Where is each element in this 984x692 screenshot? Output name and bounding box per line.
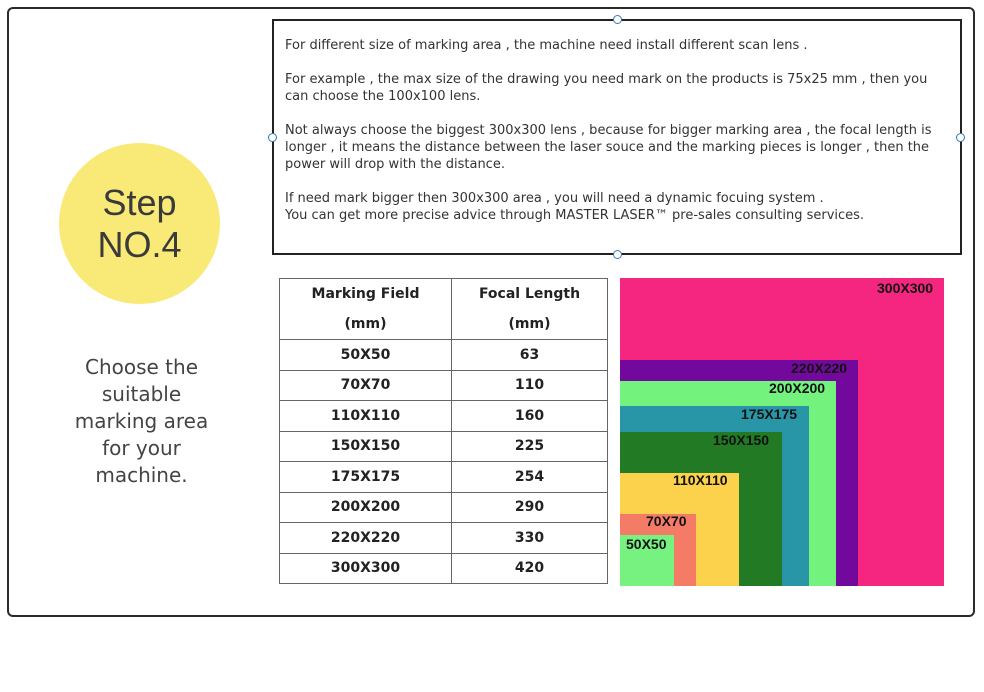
lens-area-label: 175X175 [741, 406, 798, 422]
marking-field-cell: 70X70 [280, 370, 452, 401]
lens-area-label: 300X300 [877, 280, 934, 296]
marking-field-cell: 175X175 [280, 462, 452, 493]
table-header-row [280, 279, 608, 340]
resize-handle-bottom[interactable] [613, 250, 622, 259]
marking-field-cell: 50X50 [280, 340, 452, 371]
table-row [280, 401, 608, 432]
header-focal-length: Focal Length (mm) [452, 279, 608, 340]
marking-field-cell: 110X110 [280, 401, 452, 432]
lens-size-diagram [620, 278, 944, 586]
lens-area-label: 200X200 [769, 380, 826, 396]
focal-length-cell: 63 [452, 340, 608, 371]
lens-area-label: 50X50 [626, 536, 667, 552]
table-row [280, 553, 608, 584]
info-paragraph: For different size of marking area , the machine need install different scan lens . [285, 38, 808, 53]
step-number: NO.4 [97, 223, 182, 265]
focal-length-cell: 254 [452, 462, 608, 493]
info-line: You can get more precise advice through MASTER LASER™ pre-sales consulting services. [285, 208, 865, 223]
header-marking-field: Marking Field (mm) [280, 279, 452, 340]
focal-length-cell: 290 [452, 492, 608, 523]
marking-field-cell: 300X300 [280, 553, 452, 584]
step-label: Step [102, 181, 177, 223]
focal-length-cell: 225 [452, 431, 608, 462]
lens-area-label: 70X70 [646, 513, 687, 529]
resize-handle-right[interactable] [956, 133, 965, 142]
lens-area-label: 110X110 [673, 472, 728, 488]
marking-field-cell: 200X200 [280, 492, 452, 523]
info-paragraph: For example , the max size of the drawing you need mark on the products is 75x25 mm , then you can choose the 100x100 lens. [285, 72, 928, 104]
table-row [280, 370, 608, 401]
step-badge [59, 143, 220, 304]
info-line: If need mark bigger then 300x300 area , you will need a dynamic focuing system . [285, 191, 824, 206]
table-row [280, 431, 608, 462]
lens-area-label: 220X220 [791, 360, 848, 376]
focal-length-cell: 160 [452, 401, 608, 432]
marking-field-cell: 220X220 [280, 523, 452, 554]
lens-area-label: 150X150 [713, 432, 770, 448]
table-row [280, 523, 608, 554]
table-row [280, 340, 608, 371]
table-row [280, 492, 608, 523]
focal-length-cell: 110 [452, 370, 608, 401]
info-paragraph [285, 190, 950, 224]
step-caption: Choose the suitable marking area for your machine. [74, 355, 209, 487]
focal-length-cell: 330 [452, 523, 608, 554]
lens-spec-table [279, 278, 608, 584]
focal-length-cell: 420 [452, 553, 608, 584]
resize-handle-left[interactable] [268, 133, 277, 142]
resize-handle-top[interactable] [613, 15, 622, 24]
info-textbox [272, 19, 962, 255]
marking-field-cell: 150X150 [280, 431, 452, 462]
info-paragraph: Not always choose the biggest 300x300 lens , because for bigger marking area , the focal length is longer , it means the distance between the laser souce and the marking pieces is longer , then the power will drop with the distance. [285, 123, 932, 172]
table-row [280, 462, 608, 493]
